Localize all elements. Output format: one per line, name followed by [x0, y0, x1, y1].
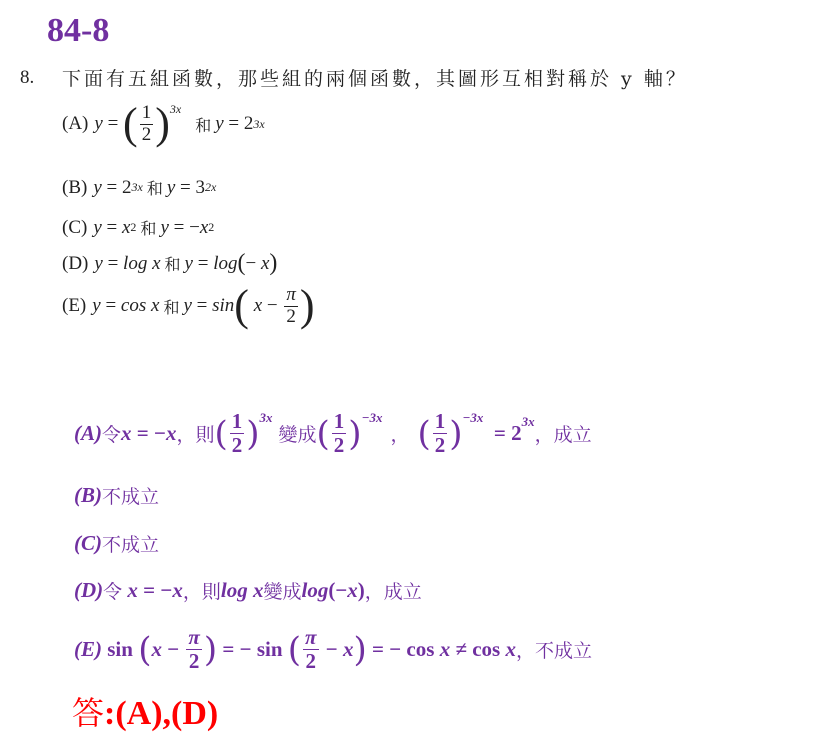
solution-label: (E) — [74, 637, 102, 662]
solution-b: (B) 不成立 — [74, 483, 160, 508]
solution-label: (D) — [74, 578, 104, 602]
answer — [72, 688, 218, 734]
question-number: 8. — [20, 67, 35, 88]
solution-label: (C) — [74, 531, 102, 555]
option-label: (A) — [62, 113, 89, 134]
option-a: (A) y = ( $\frac{1}{2}$ ) $^{3x}$ 和 y = 2 3x — [62, 99, 265, 148]
option-label: (C) — [62, 216, 88, 238]
option-label: (B) — [62, 176, 88, 198]
and-word: 和 — [146, 179, 163, 198]
and-word: 和 — [195, 115, 212, 135]
and-word: 和 — [140, 219, 157, 238]
option-b: (B) y = 2 3x 和 y = 3 2x — [62, 176, 217, 198]
solution-a: (A) 令 x = − x ， 則 ( $\frac{1}{2}$ ) $^{3x}$ 變成 ( $\frac{1}{2}$ ) $^{-3x}$ ， ( $\frac{1}{2}$ ) $^{-3x}$ = 2 $^{3x}$ ，成立 — [74, 409, 592, 458]
option-label: (E) — [62, 295, 87, 316]
option-e: (E) y = cos x 和 y = sin ( x − $\frac{\pi}{2}$ ) — [62, 281, 315, 330]
and-word: 和 — [163, 297, 180, 317]
page-title: 84-8 — [47, 12, 110, 49]
solution-d: (D) 令 x = − x ，則 log x 變成 log (− x ) ，成立 — [74, 578, 422, 603]
question-text: 下面有五組函數，那些組的兩個函數，其圖形互相對稱於 y 軸？ — [62, 68, 688, 90]
solution-e: (E) sin ( x − $\frac{\pi}{2}$ ) = − sin ( $\frac{\pi}{2}$ − x ) = − cos x ≠ cos x ，不成立 — [74, 625, 592, 674]
answer-prefix: 答 — [72, 694, 105, 732]
solution-label: (B) — [74, 483, 102, 507]
option-d: (D) y = log x 和 y = log ( − x ) — [62, 250, 278, 276]
and-word: 和 — [164, 255, 181, 274]
solution-label: (A) — [74, 421, 102, 446]
option-c: (C) y = x 2 和 y = − x 2 — [62, 216, 215, 238]
answer-value: :(A),(D) — [104, 695, 219, 732]
option-label: (D) — [62, 252, 89, 274]
solution-c: (C) 不成立 — [74, 531, 160, 556]
